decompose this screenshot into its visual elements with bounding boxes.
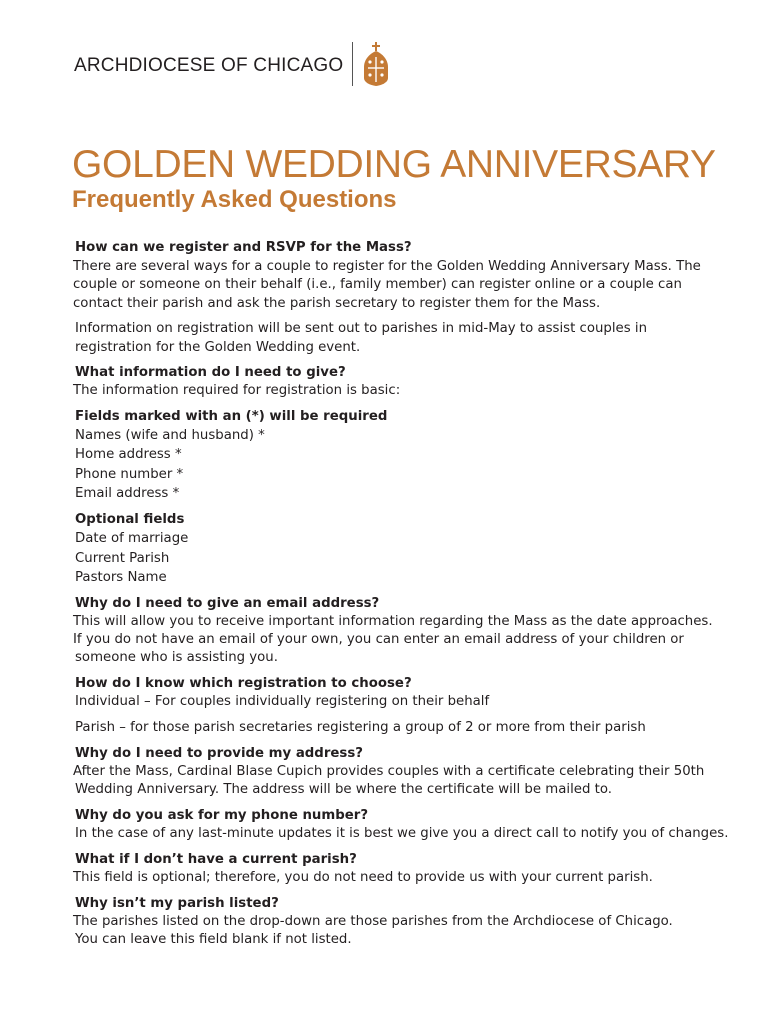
faq-question: How do I know which registration to choose? <box>75 676 412 691</box>
faq-answer-line: This field is optional; therefore, you do not need to provide us with your current parish. <box>73 870 653 885</box>
faq-answer-line: The parishes listed on the drop-down are those parishes from the Archdiocese of Chicago. <box>73 914 673 929</box>
letterhead <box>74 40 391 88</box>
list-item: Home address * <box>75 447 182 462</box>
list-item: Pastors Name <box>75 570 167 585</box>
faq-question: Why do you ask for my phone number? <box>75 808 369 823</box>
required-fields-heading: Fields marked with an (*) will be required <box>75 409 388 424</box>
list-item: Date of marriage <box>75 531 189 546</box>
faq-answer-line: Information on registration will be sent out to parishes in mid-May to assist couples in <box>75 321 648 336</box>
faq-question: Why do I need to provide my address? <box>75 746 363 761</box>
faq-answer-line: registration for the Golden Wedding event. <box>75 340 361 355</box>
faq-answer-line: contact their parish and ask the parish secretary to register them for the Mass. <box>73 296 601 311</box>
faq-question: Why isn’t my parish listed? <box>75 896 279 911</box>
faq-answer-line: There are several ways for a couple to register for the Golden Wedding Anniversary Mass. The <box>73 259 701 274</box>
faq-question: What if I don’t have a current parish? <box>75 852 357 867</box>
list-item: Names (wife and husband) * <box>75 428 265 443</box>
faq-answer-line: Individual – For couples individually registering on their behalf <box>75 694 490 709</box>
faq-answer-line: Wedding Anniversary. The address will be where the certificate will be mailed to. <box>75 782 612 797</box>
faq-answer-line: The information required for registration is basic: <box>73 383 401 398</box>
faq-answer-line: After the Mass, Cardinal Blase Cupich provides couples with a certificate celebrating their 50th <box>73 764 705 779</box>
faq-answer-line: If you do not have an email of your own, you can enter an email address of your children or <box>73 632 684 647</box>
faq-answer-line: You can leave this field blank if not listed. <box>75 932 352 947</box>
faq-answer-line: In the case of any last-minute updates it is best we give you a direct call to notify you of changes. <box>75 826 729 841</box>
faq-question: How can we register and RSVP for the Mass? <box>75 240 412 255</box>
list-item: Email address * <box>75 486 180 501</box>
optional-fields-heading: Optional fields <box>75 512 185 527</box>
archdiocese-crest-icon <box>361 42 391 86</box>
faq-question: What information do I need to give? <box>75 365 346 380</box>
faq-question: Why do I need to give an email address? <box>75 596 380 611</box>
organization-name: ARCHDIOCESE OF CHICAGO <box>74 55 344 76</box>
document-title: GOLDEN WEDDING ANNIVERSARY <box>72 143 716 186</box>
header-divider <box>352 42 353 86</box>
document-subtitle: Frequently Asked Questions <box>72 186 397 213</box>
faq-answer-line: someone who is assisting you. <box>75 650 278 665</box>
faq-answer-line: This will allow you to receive important information regarding the Mass as the date approaches. <box>73 614 713 629</box>
list-item: Phone number * <box>75 467 184 482</box>
faq-answer-line: Parish – for those parish secretaries registering a group of 2 or more from their parish <box>75 720 646 735</box>
list-item: Current Parish <box>75 551 170 566</box>
faq-answer-line: couple or someone on their behalf (i.e., family member) can register online or a couple can <box>73 277 682 292</box>
